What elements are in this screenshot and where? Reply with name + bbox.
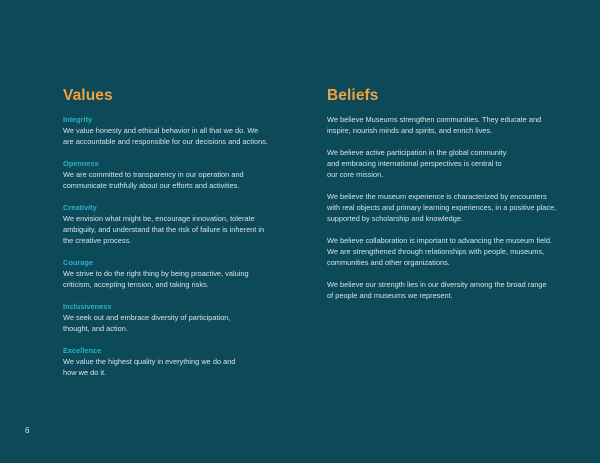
- value-item-excellence: [63, 345, 273, 378]
- page-number: 6: [25, 426, 30, 435]
- belief-paragraph: We believe our strength lies in our diversity among the broad range of people and museums we represent.: [327, 280, 547, 300]
- value-title: Integrity: [63, 115, 93, 124]
- value-title: Openness: [63, 159, 99, 168]
- value-text: We value the highest quality in everything we do and how we do it.: [63, 357, 236, 377]
- belief-paragraph: We believe collaboration is important to advancing the museum field. We are strengthened through relationships with people, museums, communities and other organizations.: [327, 236, 552, 267]
- beliefs-heading: Beliefs: [327, 87, 379, 104]
- values-heading: Values: [63, 87, 113, 104]
- value-text: We envision what might be, encourage innovation, tolerate ambiguity, and understand that the risk of failure is inherent in the creative process.: [63, 214, 265, 245]
- value-title: Inclusiveness: [63, 302, 112, 311]
- value-item-openness: [63, 158, 273, 191]
- value-text: We are committed to transparency in our operation and communicate truthfully about our efforts and activities.: [63, 170, 244, 190]
- value-text: We value honesty and ethical behavior in all that we do. We are accountable and responsible for our decisions and actions.: [63, 126, 269, 146]
- value-title: Excellence: [63, 346, 102, 355]
- value-title: Creativity: [63, 203, 97, 212]
- value-item-creativity: [63, 202, 273, 246]
- value-title: Courage: [63, 258, 93, 267]
- value-item-integrity: [63, 114, 273, 147]
- belief-paragraph: We believe active participation in the global community and embracing international perspectives is central to our core mission.: [327, 148, 507, 179]
- values-section: [63, 86, 273, 389]
- beliefs-section: [327, 86, 557, 312]
- value-text: We strive to do the right thing by being proactive, valuing criticism, accepting tension, and taking risks.: [63, 269, 249, 289]
- value-text: We seek out and embrace diversity of participation, thought, and action.: [63, 313, 231, 333]
- belief-paragraph: We believe the museum experience is characterized by encounters with real objects and primary learning experiences, in a positive place, supported by scholarship and knowledge.: [327, 192, 557, 223]
- belief-paragraph: We believe Museums strengthen communities. They educate and inspire, nourish minds and spirits, and enrich lives.: [327, 115, 542, 135]
- value-item-courage: [63, 257, 273, 290]
- value-item-inclusiveness: [63, 301, 273, 334]
